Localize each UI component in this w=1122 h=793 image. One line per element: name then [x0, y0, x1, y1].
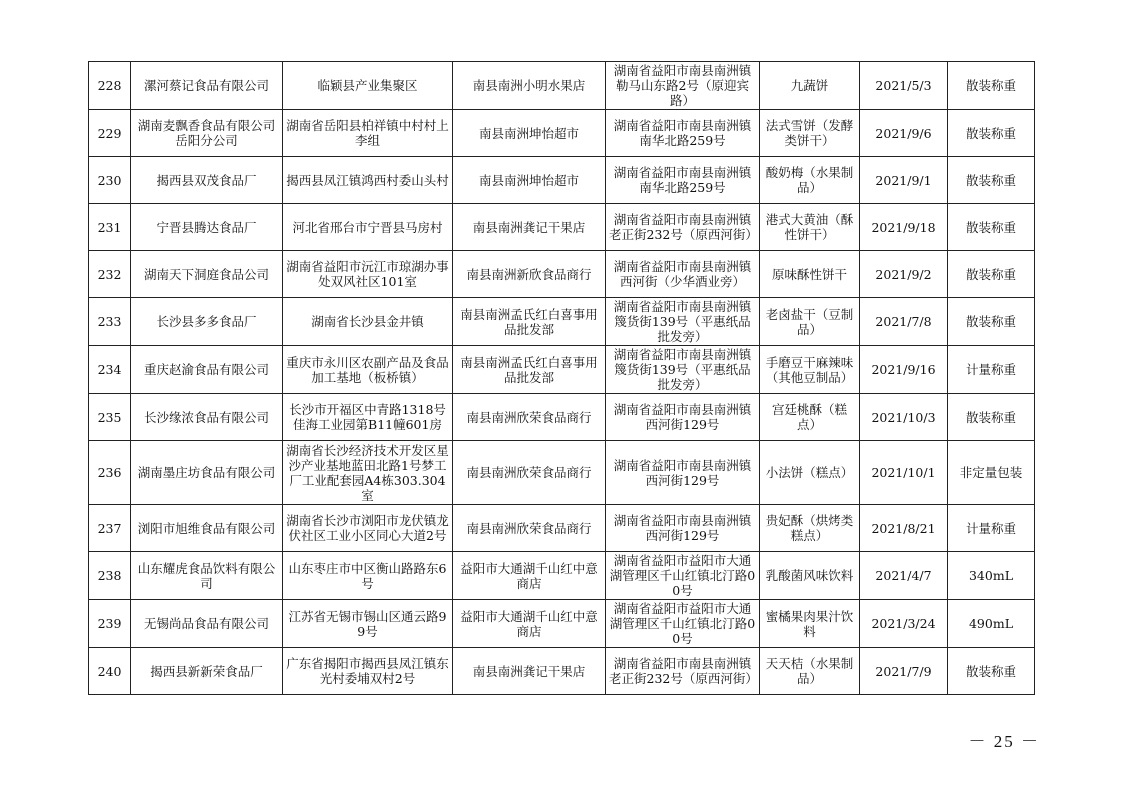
cell-manufacturer: 湖南墨庄坊食品有限公司 [131, 441, 283, 505]
cell-no: 238 [89, 552, 131, 600]
cell-seller: 南县南洲坤怡超市 [453, 157, 606, 204]
cell-seller-address: 湖南省益阳市南县南洲镇篾货街139号（平惠纸品批发旁） [606, 298, 760, 346]
cell-spec: 散装称重 [948, 394, 1035, 441]
cell-no: 236 [89, 441, 131, 505]
table-row [89, 441, 1035, 505]
cell-spec: 340mL [948, 552, 1035, 600]
cell-spec: 490mL [948, 600, 1035, 648]
cell-manufacturer: 长沙县多多食品厂 [131, 298, 283, 346]
cell-no: 230 [89, 157, 131, 204]
cell-manufacturer: 浏阳市旭维食品有限公司 [131, 505, 283, 552]
cell-product: 天天桔（水果制品） [760, 648, 860, 695]
cell-mfr-address: 重庆市永川区农副产品及食品加工基地（板桥镇） [283, 346, 453, 394]
cell-manufacturer: 宁晋县腾达食品厂 [131, 204, 283, 251]
cell-mfr-address: 湖南省长沙经济技术开发区星沙产业基地蓝田北路1号梦工厂工业配套园A4栋303.304室 [283, 441, 453, 505]
table-row [89, 110, 1035, 157]
cell-product: 乳酸菌风味饮料 [760, 552, 860, 600]
cell-seller: 南县南洲欣荣食品商行 [453, 505, 606, 552]
cell-manufacturer: 重庆赵渝食品有限公司 [131, 346, 283, 394]
cell-date: 2021/10/3 [860, 394, 948, 441]
cell-spec: 散装称重 [948, 62, 1035, 110]
cell-seller-address: 湖南省益阳市南县南洲镇老正街232号（原西河街） [606, 648, 760, 695]
cell-date: 2021/10/1 [860, 441, 948, 505]
cell-seller-address: 湖南省益阳市南县南洲镇勒马山东路2号（原迎宾路） [606, 62, 760, 110]
table-row [89, 346, 1035, 394]
cell-date: 2021/9/16 [860, 346, 948, 394]
table-row [89, 552, 1035, 600]
cell-no: 239 [89, 600, 131, 648]
cell-product: 老卤盐干（豆制品） [760, 298, 860, 346]
cell-mfr-address: 江苏省无锡市锡山区通云路99号 [283, 600, 453, 648]
cell-seller: 南县南洲欣荣食品商行 [453, 441, 606, 505]
cell-product: 宫廷桃酥（糕点） [760, 394, 860, 441]
cell-spec: 散装称重 [948, 648, 1035, 695]
cell-seller-address: 湖南省益阳市南县南洲镇西河街（少华酒业旁） [606, 251, 760, 298]
results-table [88, 61, 1035, 695]
table-row [89, 62, 1035, 110]
cell-date: 2021/5/3 [860, 62, 948, 110]
table-row [89, 648, 1035, 695]
cell-seller-address: 湖南省益阳市益阳市大通湖管理区千山红镇北汀路00号 [606, 600, 760, 648]
cell-date: 2021/9/18 [860, 204, 948, 251]
cell-spec: 散装称重 [948, 251, 1035, 298]
cell-mfr-address: 临颖县产业集聚区 [283, 62, 453, 110]
cell-seller: 南县南洲龚记干果店 [453, 648, 606, 695]
cell-mfr-address: 湖南省岳阳县柏祥镇中村村上李组 [283, 110, 453, 157]
cell-seller-address: 湖南省益阳市南县南洲镇篾货街139号（平惠纸品批发旁） [606, 346, 760, 394]
cell-no: 235 [89, 394, 131, 441]
cell-spec: 散装称重 [948, 110, 1035, 157]
cell-seller-address: 湖南省益阳市南县南洲镇西河街129号 [606, 394, 760, 441]
cell-date: 2021/9/2 [860, 251, 948, 298]
cell-manufacturer: 湖南麦飘香食品有限公司岳阳分公司 [131, 110, 283, 157]
cell-mfr-address: 山东枣庄市中区衡山路路东6号 [283, 552, 453, 600]
cell-product: 原味酥性饼干 [760, 251, 860, 298]
cell-mfr-address: 湖南省长沙县金井镇 [283, 298, 453, 346]
cell-manufacturer: 山东耀虎食品饮料有限公司 [131, 552, 283, 600]
cell-manufacturer: 揭西县双茂食品厂 [131, 157, 283, 204]
cell-product: 港式大黄油（酥性饼干） [760, 204, 860, 251]
cell-product: 小法饼（糕点） [760, 441, 860, 505]
cell-mfr-address: 揭西县凤江镇鸿西村委山头村 [283, 157, 453, 204]
cell-seller: 南县南洲小明水果店 [453, 62, 606, 110]
cell-seller: 南县南洲新欣食品商行 [453, 251, 606, 298]
cell-spec: 计量称重 [948, 505, 1035, 552]
table-row [89, 600, 1035, 648]
cell-seller-address: 湖南省益阳市南县南洲镇南华北路259号 [606, 157, 760, 204]
cell-mfr-address: 湖南省益阳市沅江市琼湖办事处双风社区101室 [283, 251, 453, 298]
cell-date: 2021/9/6 [860, 110, 948, 157]
cell-manufacturer: 揭西县新新荣食品厂 [131, 648, 283, 695]
cell-product: 蜜橘果肉果汁饮料 [760, 600, 860, 648]
cell-spec: 非定量包装 [948, 441, 1035, 505]
cell-date: 2021/4/7 [860, 552, 948, 600]
cell-manufacturer: 漯河蔡记食品有限公司 [131, 62, 283, 110]
cell-seller: 南县南洲孟氏红白喜事用品批发部 [453, 298, 606, 346]
cell-spec: 散装称重 [948, 204, 1035, 251]
cell-spec: 散装称重 [948, 298, 1035, 346]
cell-date: 2021/9/1 [860, 157, 948, 204]
table-row [89, 204, 1035, 251]
cell-manufacturer: 无锡尚品食品有限公司 [131, 600, 283, 648]
cell-seller-address: 湖南省益阳市南县南洲镇西河街129号 [606, 441, 760, 505]
cell-manufacturer: 长沙缘浓食品有限公司 [131, 394, 283, 441]
page-number: － 25 － [968, 732, 1040, 751]
table-row [89, 298, 1035, 346]
cell-product: 酸奶梅（水果制品） [760, 157, 860, 204]
cell-seller-address: 湖南省益阳市南县南洲镇南华北路259号 [606, 110, 760, 157]
table-row [89, 394, 1035, 441]
cell-seller: 南县南洲坤怡超市 [453, 110, 606, 157]
cell-no: 229 [89, 110, 131, 157]
cell-seller: 益阳市大通湖千山红中意商店 [453, 600, 606, 648]
cell-mfr-address: 河北省邢台市宁晋县马房村 [283, 204, 453, 251]
cell-product: 手磨豆干麻辣味（其他豆制品） [760, 346, 860, 394]
cell-seller-address: 湖南省益阳市南县南洲镇老正街232号（原西河街） [606, 204, 760, 251]
cell-seller: 益阳市大通湖千山红中意商店 [453, 552, 606, 600]
cell-manufacturer: 湖南天下洞庭食品公司 [131, 251, 283, 298]
cell-seller-address: 湖南省益阳市益阳市大通湖管理区千山红镇北汀路00号 [606, 552, 760, 600]
cell-spec: 计量称重 [948, 346, 1035, 394]
cell-no: 233 [89, 298, 131, 346]
cell-no: 232 [89, 251, 131, 298]
cell-product: 贵妃酥（烘烤类糕点） [760, 505, 860, 552]
cell-date: 2021/8/21 [860, 505, 948, 552]
cell-no: 237 [89, 505, 131, 552]
cell-no: 231 [89, 204, 131, 251]
cell-seller: 南县南洲孟氏红白喜事用品批发部 [453, 346, 606, 394]
cell-no: 234 [89, 346, 131, 394]
table-row [89, 251, 1035, 298]
cell-mfr-address: 长沙市开福区中青路1318号佳海工业园第B11幢601房 [283, 394, 453, 441]
cell-seller-address: 湖南省益阳市南县南洲镇西河街129号 [606, 505, 760, 552]
cell-seller: 南县南洲欣荣食品商行 [453, 394, 606, 441]
cell-product: 法式雪饼（发酵类饼干） [760, 110, 860, 157]
table-row [89, 157, 1035, 204]
table-row [89, 505, 1035, 552]
cell-no: 228 [89, 62, 131, 110]
table-body [89, 62, 1035, 695]
cell-no: 240 [89, 648, 131, 695]
cell-date: 2021/7/8 [860, 298, 948, 346]
cell-mfr-address: 广东省揭阳市揭西县凤江镇东光村委埔双村2号 [283, 648, 453, 695]
cell-spec: 散装称重 [948, 157, 1035, 204]
cell-date: 2021/7/9 [860, 648, 948, 695]
cell-product: 九蔬饼 [760, 62, 860, 110]
cell-date: 2021/3/24 [860, 600, 948, 648]
cell-mfr-address: 湖南省长沙市浏阳市龙伏镇龙伏社区工业小区同心大道2号 [283, 505, 453, 552]
cell-seller: 南县南洲龚记干果店 [453, 204, 606, 251]
